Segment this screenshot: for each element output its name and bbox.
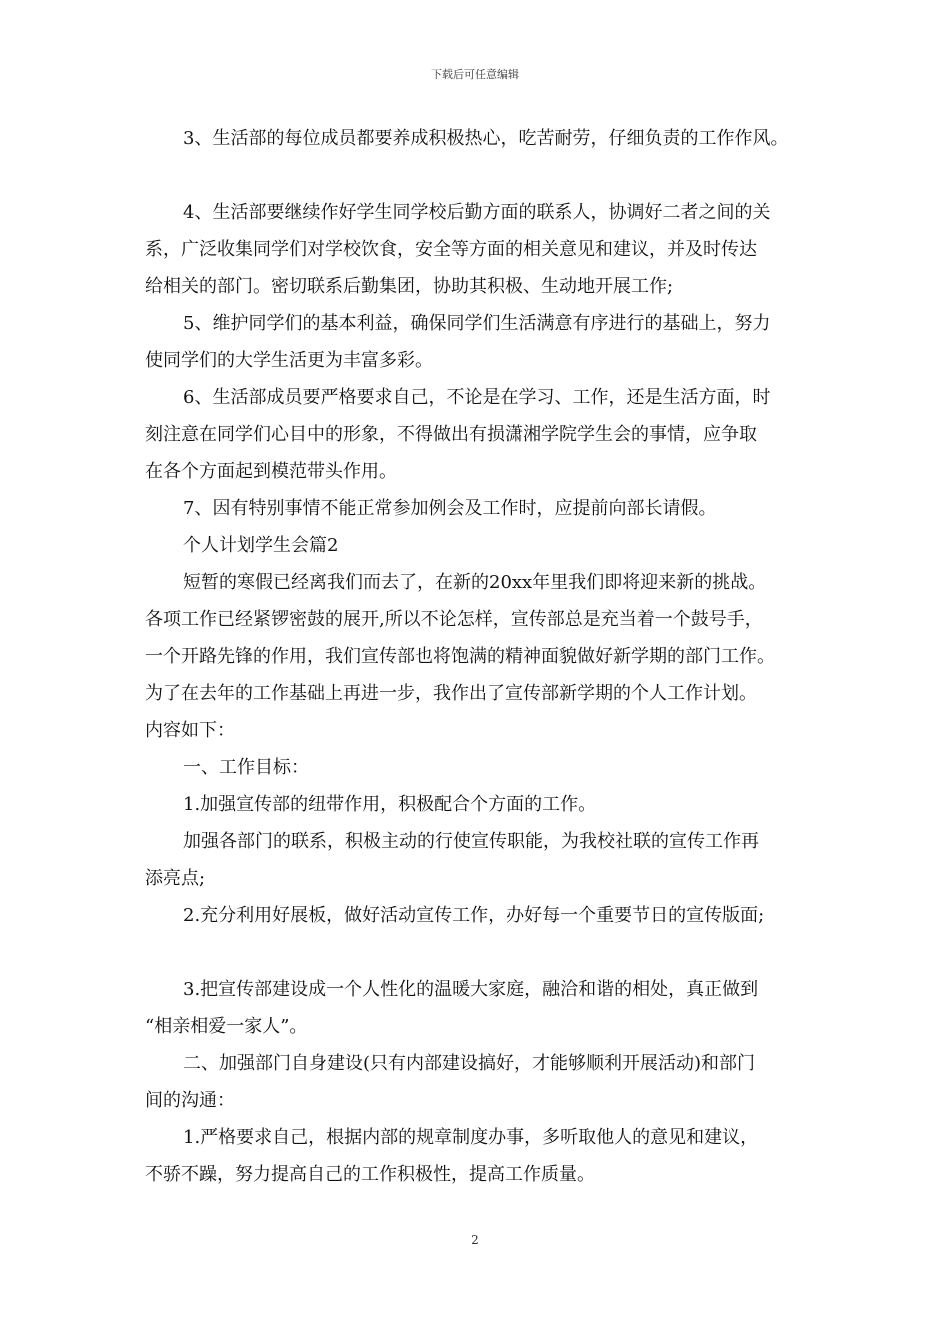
paragraph-line: 二、加强部门自身建设(只有内部建设搞好，才能够顺利开展活动)和部门 [183, 1053, 756, 1074]
paragraph-line: 1.严格要求自己，根据内部的规章制度办事，多听取他人的意见和建议， [183, 1127, 759, 1148]
blank-line [145, 934, 810, 971]
paragraph-line: 在各个方面起到模范带头作用。 [145, 461, 397, 482]
paragraph-line: 添亮点; [145, 868, 206, 889]
paragraph-line: 6、生活部成员要严格要求自己，不论是在学习、工作，还是生活方面，时 [183, 387, 771, 408]
paragraph-line: 为了在去年的工作基础上再进一步，我作出了宣传部新学期的个人工作计划。 [145, 683, 757, 704]
section-heading: 个人计划学生会篇2 [183, 535, 339, 556]
paragraph-line: 刻注意在同学们心目中的形象，不得做出有损潇湘学院学生会的事情，应争取 [145, 424, 757, 445]
paragraph-line: 2.充分利用好展板，做好活动宣传工作，办好每一个重要节日的宣传版面; [183, 905, 765, 926]
paragraph-line: 加强各部门的联系，积极主动的行使宣传职能，为我校社联的宣传工作再 [183, 831, 759, 852]
paragraph-line: 系，广泛收集同学们对学校饮食，安全等方面的相关意见和建议，并及时传达 [145, 239, 757, 260]
page-number: 2 [471, 1233, 479, 1247]
paragraph-line: 3.把宣传部建设成一个人性化的温暖大家庭，融洽和谐的相处，真正做到 [183, 979, 759, 1000]
paragraph-line: 各项工作已经紧锣密鼓的展开,所以不论怎样，宣传部总是充当着一个鼓号手， [145, 609, 763, 630]
paragraph-line: 间的沟通： [145, 1090, 235, 1111]
paragraph-line: 短暂的寒假已经离我们而去了，在新的20xx年里我们即将迎来新的挑战。 [183, 572, 767, 593]
blank-line [145, 157, 810, 194]
document-body [145, 120, 810, 1193]
paragraph-line: 不骄不躁，努力提高自己的工作积极性，提高工作质量。 [145, 1164, 595, 1185]
paragraph-line: 一、工作目标： [183, 757, 309, 778]
paragraph-line: 一个开路先锋的作用，我们宣传部也将饱满的精神面貌做好新学期的部门工作。 [145, 646, 775, 667]
paragraph-line: 4、生活部要继续作好学生同学校后勤方面的联系人，协调好二者之间的关 [183, 202, 771, 223]
paragraph-line: 使同学们的大学生活更为丰富多彩。 [145, 350, 433, 371]
paragraph-line: “相亲相爱一家人”。 [145, 1016, 308, 1037]
paragraph-line: 5、维护同学们的基本利益，确保同学们生活满意有序进行的基础上，努力 [183, 313, 771, 334]
paragraph-line: 内容如下： [145, 720, 235, 741]
page-header: 下载后可任意编辑 [431, 68, 519, 81]
paragraph-line: 给相关的部门。密切联系后勤集团，协助其积极、生动地开展工作; [145, 276, 674, 297]
paragraph-line: 1.加强宣传部的纽带作用，积极配合个方面的工作。 [183, 794, 597, 815]
paragraph-line: 3、生活部的每位成员都要养成积极热心，吃苦耐劳，仔细负责的工作作风。 [183, 128, 789, 149]
paragraph-line: 7、因有特别事情不能正常参加例会及工作时，应提前向部长请假。 [183, 498, 717, 519]
